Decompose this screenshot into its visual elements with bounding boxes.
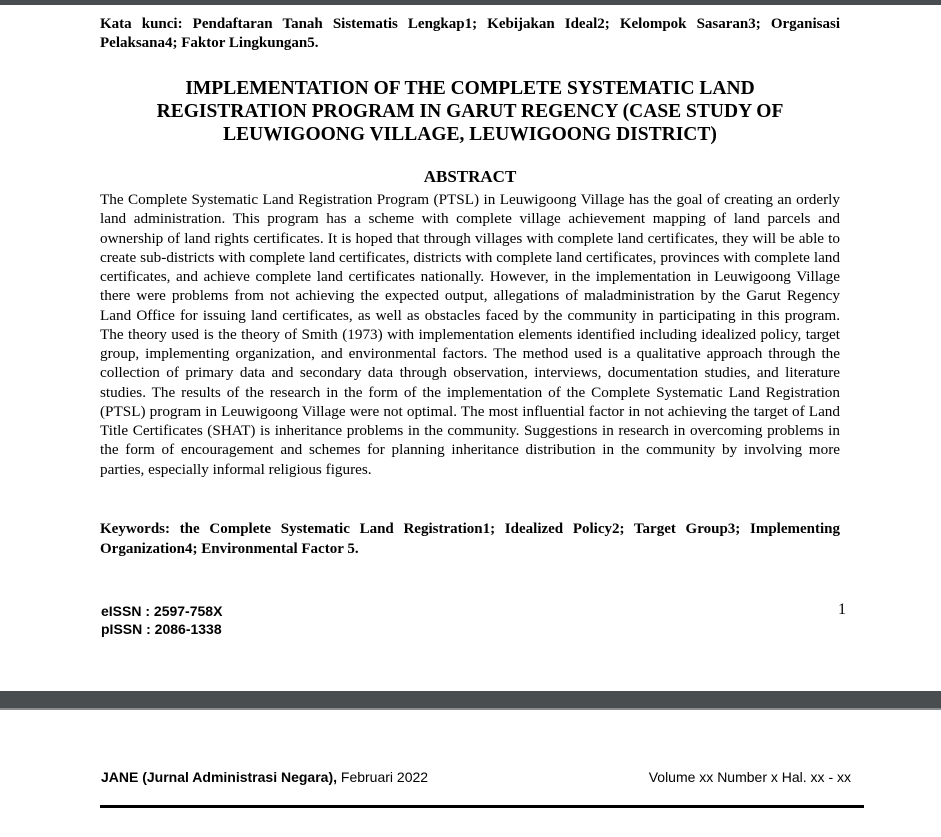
journal-date: Februari 2022 bbox=[337, 769, 429, 785]
abstract-text: The Complete Systematic Land Registration Program (PTSL) in Leuwigoong Village has the goal of creating an orderly land administration. This program has a scheme with complete village achievement mapping of land parcels and ownership of land rights certificates. It is hoped that through villages with complete land certificates, they will be able to create sub-districts with complete land certificates, districts with complete land certificates, provinces with complete land certificates, and achieve complete land certificates nationally. However, in the implementation in Leuwigoong Village there were problems from not achieving the expected output, allegations of maladministration by the Garut Regency Land Office for issuing land certificates, as well as obstacles faced by the community in participating in this program. The theory used is the theory of Smith (1973) with implementation elements identified including idealized policy, target group, implementing organization, and environmental factors. The method used is a qualitative approach through the collection of primary data and secondary data through observation, interviews, documentation studies, and literature studies. The results of the research in the form of the implementation of the Complete Systematic Land Registration (PTSL) program in Leuwigoong Village were not optimal. The most influential factor in not achieving the target of Land Title Certificates (SHAT) is inheritance problems in the community. Suggestions in research in overcoming problems in the form of encouragement and schemes for planning inheritance distribution in the community by involving more parties, especially informal religious figures. bbox=[100, 191, 840, 478]
footer-rule bbox=[100, 805, 864, 808]
journal-name: JANE (Jurnal Administrasi Negara), bbox=[101, 769, 337, 785]
title-line-1: IMPLEMENTATION OF THE COMPLETE SYSTEMATIC LAND bbox=[185, 78, 755, 99]
paper-title bbox=[100, 77, 840, 146]
next-page-footer bbox=[0, 710, 941, 837]
document-page bbox=[0, 5, 941, 691]
abstract-heading: ABSTRACT bbox=[423, 167, 517, 186]
pissn: pISSN : 2086-1338 bbox=[101, 621, 222, 637]
eissn: eISSN : 2597-758X bbox=[101, 603, 223, 619]
keywords-indonesian: Kata kunci: Pendaftaran Tanah Sistematis Lengkap1; Kebijakan Ideal2; Kelompok Sasaran3; Organisasi Pelaksana4; Faktor Lingkungan5. bbox=[100, 16, 840, 51]
title-line-2: REGISTRATION PROGRAM IN GARUT REGENCY (CASE STUDY OF bbox=[156, 101, 784, 122]
issn-block bbox=[101, 602, 222, 638]
title-line-3: LEUWIGOONG VILLAGE, LEUWIGOONG DISTRICT) bbox=[223, 124, 717, 145]
page-number: 1 bbox=[838, 601, 846, 618]
journal-citation bbox=[101, 768, 428, 786]
keywords-english: Keywords: the Complete Systematic Land Registration1; Idealized Policy2; Target Group3; Implementing Organization4; Environmental Factor 5. bbox=[100, 521, 840, 557]
volume-info: Volume xx Number x Hal. xx - xx bbox=[648, 769, 851, 785]
page-separator bbox=[0, 691, 941, 708]
